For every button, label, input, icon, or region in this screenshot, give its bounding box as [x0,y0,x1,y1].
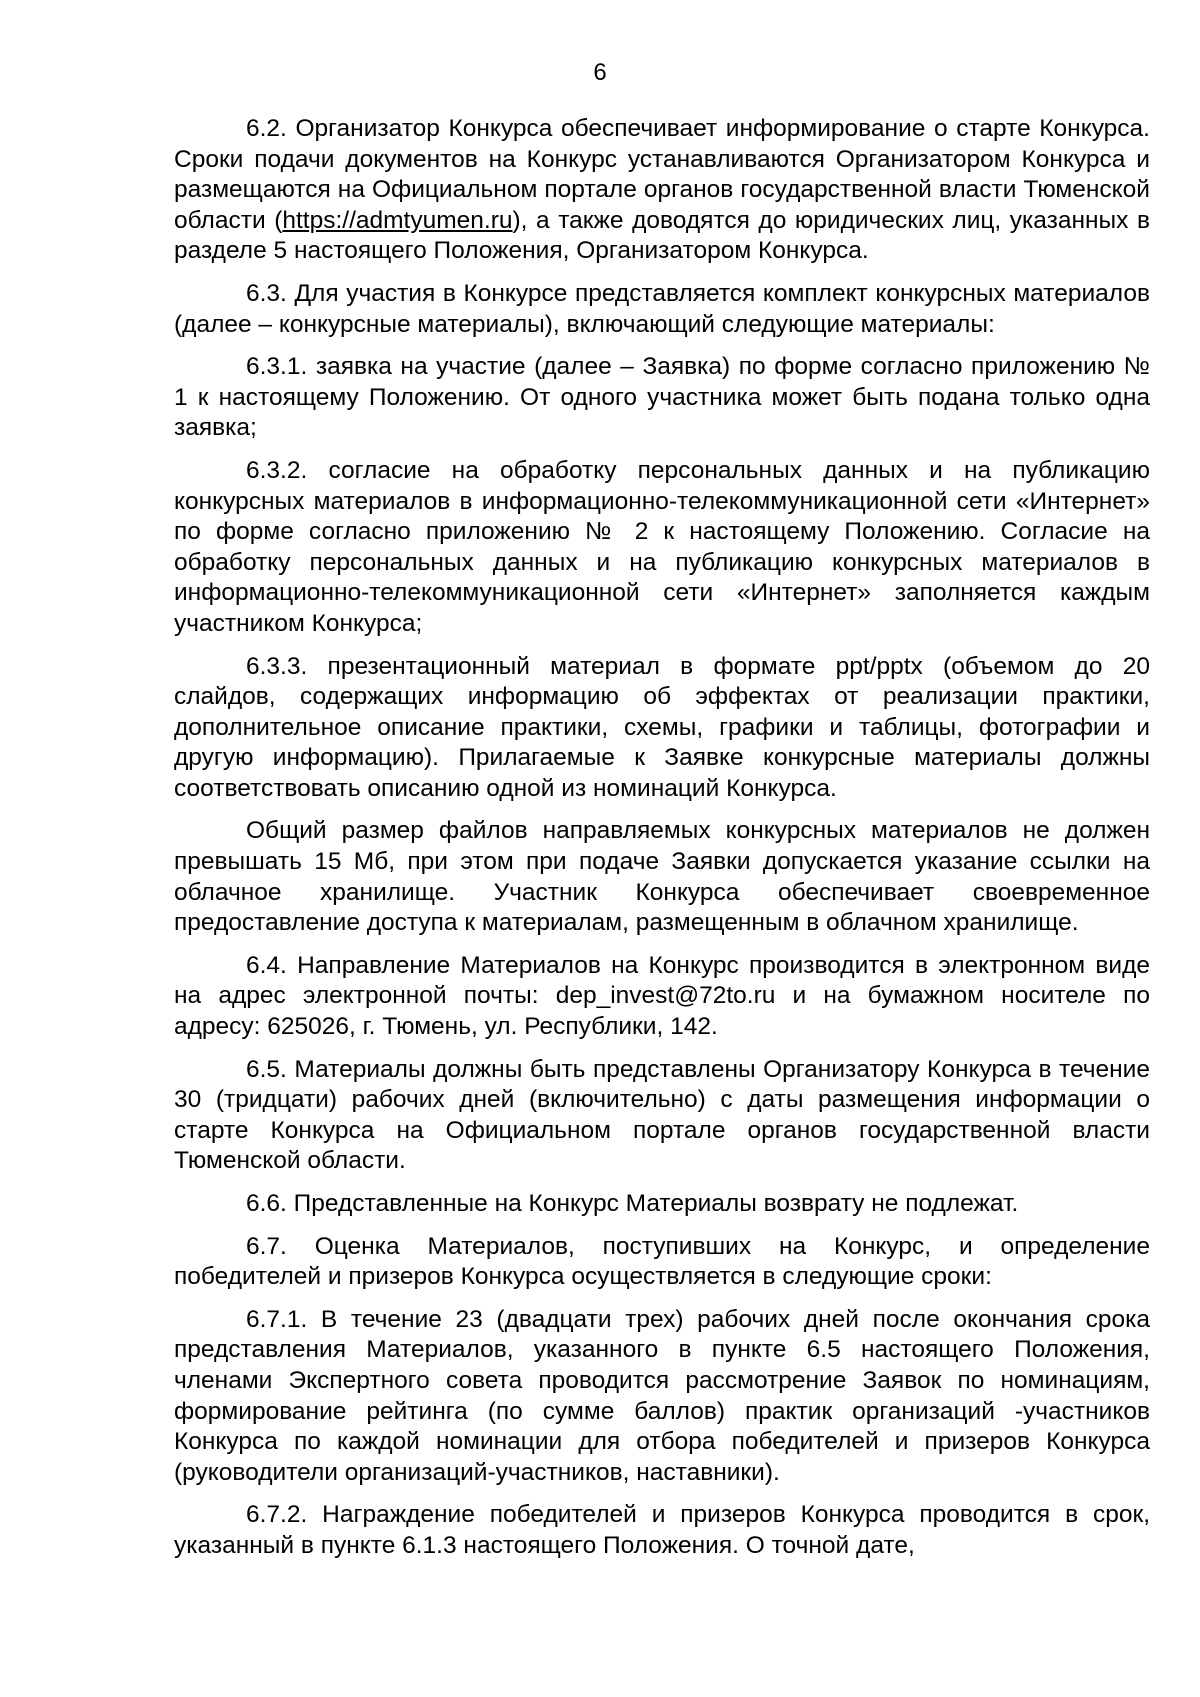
paragraph-6-2-text-end: ), а также доводятся до юридических лиц, указанных в разделе 5 настоящего Положения, Организатором Конкурса. [174,206,1150,265]
paragraph-6-7: 6.7. Оценка Материалов, поступивших на Конкурс, и определение победителей и призеров Конкурса осуществляется в следующие сроки: [174,1232,1150,1291]
paragraph-6-7-1: 6.7.1. В течение 23 (двадцати трех) рабочих дней после окончания срока представления Материалов, указанного в пункте 6.5 настоящего Положения, членами Экспертного совета проводится рассмотрение Заявок по номинациям, формирование рейтинга (по сумме баллов) практик организаций -участников Конкурса по каждой номинации для отбора победителей и призеров Конкурса (руководители организаций-участников, наставники). [174,1305,1150,1486]
paragraph-6-6: 6.6. Представленные на Конкурс Материалы возврату не подлежат. [246,1190,1019,1217]
paragraph-6-4: 6.4. Направление Материалов на Конкурс производится в электронном виде на адрес электронной почты: dep_invest@72to.ru и на бумажном носителе по адресу: 625026, г. Тюмень, ул. Республики, 142. [174,951,1150,1041]
document-body [174,114,1150,1574]
paragraph-6-5: 6.5. Материалы должны быть представлены Организатору Конкурса в течение 30 (тридцати) рабочих дней (включительно) с даты размещения информации о старте Конкурса на Официальном портале органов государственной власти Тюменской области. [174,1055,1150,1175]
paragraph-6-3: 6.3. Для участия в Конкурсе представляется комплект конкурсных материалов (далее – конкурсные материалы), включающий следующие материалы: [174,279,1150,338]
page-number: 6 [593,59,607,86]
paragraph-6-3-2: 6.3.2. согласие на обработку персональных данных и на публикацию конкурсных материалов в информационно-телекоммуникационной сети «Интернет» по форме согласно приложению № 2 к настоящему Положению. Согласие на обработку персональных данных и на публикацию конкурсных материалов в информационно-телекоммуникационной сети «Интернет» заполняется каждым участником Конкурса; [174,456,1150,637]
paragraph-file-size: Общий размер файлов направляемых конкурсных материалов не должен превышать 15 Мб, при этом при подаче Заявки допускается указание ссылки на облачное хранилище. Участник Конкурса обеспечивает своевременное предоставление доступа к материалам, размещенным в облачном хранилище. [174,817,1150,937]
paragraph-6-3-1: 6.3.1. заявка на участие (далее – Заявка) по форме согласно приложению № 1 к настоящему Положению. От одного участника может быть подана только одна заявка; [174,353,1150,442]
paragraph-6-2-text: 6.2. Организатор Конкурса обеспечивает информирование о старте Конкурса. Сроки подачи документов на Конкурс устанавливаются Организатором Конкурса и размещаются на Официальном портале органов государственной власти Тюменской области ( [174,115,1150,234]
paragraph-6-3-3: 6.3.3. презентационный материал в формате ppt/pptx (объемом до 20 слайдов, содержащих информацию об эффектах от реализации практики, дополнительное описание практики, схемы, графики и таблицы, фотографии и другую информацию). Прилагаемые к Заявке конкурсные материалы должны соответствовать описанию одной из номинаций Конкурса. [174,652,1150,802]
paragraph-6-7-2: 6.7.2. Награждение победителей и призеров Конкурса проводится в срок, указанный в пункте 6.1.3 настоящего Положения. О точной дате, [174,1501,1150,1559]
portal-link[interactable]: https://admtyumen.ru [282,206,513,234]
paragraph-6-2 [174,114,1150,267]
